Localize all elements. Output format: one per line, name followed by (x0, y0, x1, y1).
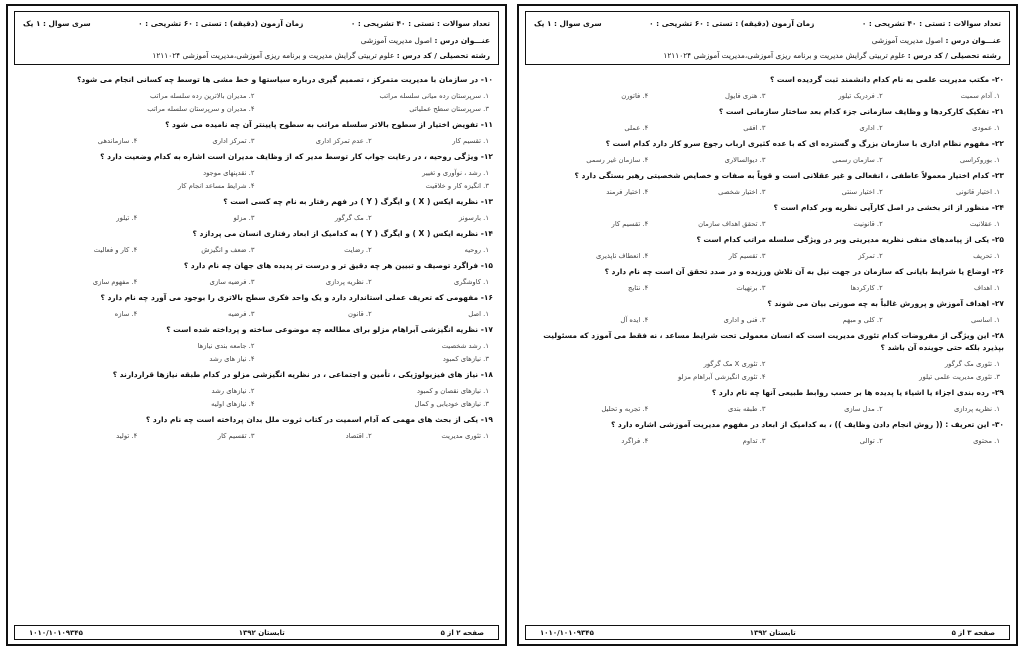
answer-options (20, 385, 493, 411)
question-series: سری سوال : ۱ یک (534, 19, 602, 28)
question-list (20, 74, 493, 446)
answer-options (531, 435, 1004, 448)
question-item (20, 196, 493, 225)
question-item (531, 298, 1004, 327)
answer-option: ۴. مدیران و سرپرستان سلسله مراتب (147, 105, 255, 113)
answer-option: ۱. تقسیم کار (452, 137, 489, 145)
answer-option: ۲. توالی (859, 437, 883, 445)
answer-option: ۳. دیوالسالاری (724, 156, 766, 164)
answer-option: ۴. ایده آل (620, 316, 649, 324)
answer-option: ۴. فاتورن (621, 92, 649, 100)
answer-option: ۳. تمرکز اداری (212, 137, 255, 145)
answer-option: ۳. فرضیه (228, 310, 255, 318)
question-text: ۲۴- منظور از اثر بخشی در اصل کارآیی نظریه وبر کدام است ؟ (773, 203, 1004, 212)
exam-code: ۱۰۱۰/۱۰۱۰۹۳۴۵ (29, 628, 83, 637)
answer-option: ۱. تحریف (973, 252, 1000, 260)
field-code-row: رشته تحصیلی / کد درس : علوم تربیتی گرایش مدیریت و برنامه ریزی آموزشی،مدیریت آموزشی ۱۲۱۱۰۲۴ (152, 51, 490, 60)
answer-option: ۳. سرپرستان سطح عملیاتی (409, 105, 489, 113)
question-item (20, 74, 493, 116)
answer-option: ۴. فراگرد (621, 437, 649, 445)
question-text: ۱۶- مفهومی که تعریف عملی استاندارد دارد و یک واحد فکری سطح بالاتری را بوجود می آورد چه نام دارد ؟ (100, 293, 493, 302)
answer-option: ۱. اختیار قانونی (956, 188, 1000, 196)
question-text: ۱۹- یکی از بحث های مهمی که آدام اسمیت در کتاب ثروت ملل بدان پرداخته است چه نام دارد ؟ (145, 415, 493, 424)
answer-option: ۳. تحقق اهداف سازمان (698, 220, 766, 228)
exam-footer (14, 625, 499, 640)
answer-options (531, 186, 1004, 199)
question-text: ۱۱- تفویض اختیار از سطوح بالاتر سلسله مراتب به سطوح پایینتر آن چه نامیده می شود ؟ (165, 120, 493, 129)
answer-option: ۳. فنی و اداری (723, 316, 766, 324)
field-code-row: رشته تحصیلی / کد درس : علوم تربیتی گرایش مدیریت و برنامه ریزی آموزشی،مدیریت آموزشی ۱۲۱۱۰۲۴ (663, 51, 1001, 60)
answer-options (531, 358, 1004, 384)
answer-options (531, 218, 1004, 231)
answer-option: ۲. نظریه پردازی (325, 278, 372, 286)
exam-code: ۱۰۱۰/۱۰۱۰۹۳۴۵ (540, 628, 594, 637)
answer-options (20, 340, 493, 366)
answer-option: ۲. قانونیت (853, 220, 883, 228)
question-item (20, 260, 493, 289)
question-text: ۱۳- نظریه ایکس ( X ) و ایگرگ ( Y ) در فهم رفتار به نام چه کسی است ؟ (223, 197, 493, 206)
question-text: ۱۸- نیاز های فیزیولوژیکی ، تأمین و اجتماعی ، در نظریه انگیزشی مزلو در کدام طبقه نیازها قراردارند ؟ (112, 370, 493, 379)
answer-option: ۱. تئوری مک گرگور (944, 360, 1000, 368)
course-title-row: عنـــوان درس : اصول مدیریت آموزشی (871, 36, 1001, 45)
answer-option: ۴. اختیار فرمند (606, 188, 649, 196)
answer-option: ۱. محتوی (973, 437, 1000, 445)
question-text: ۲۷- اهداف آموزش و پرورش غالباً به چه صورتی بیان می شوند ؟ (767, 299, 1004, 308)
answer-option: ۱. رشد ، نوآوری و تغییر (422, 169, 489, 177)
answer-options (531, 403, 1004, 416)
exam-footer (525, 625, 1010, 640)
answer-option: ۳. تداوم (742, 437, 766, 445)
answer-option: ۲. تمرکز (858, 252, 883, 260)
answer-options (20, 90, 493, 116)
exam-time: زمان آزمون (دقیقه) : تستی : ۶۰ تشریحی : ۰ (649, 19, 815, 28)
answer-option: ۱. عمودی (972, 124, 1000, 132)
answer-options (20, 308, 493, 321)
answer-option: ۱. کاوشگری (453, 278, 489, 286)
exam-page-left (6, 4, 507, 646)
answer-option: ۴. کار و فعالیت (93, 246, 138, 254)
answer-option: ۴. تئوری انگیزشی آبراهام مزلو (678, 373, 766, 381)
answer-option: ۳. تقسیم کار (217, 432, 255, 440)
question-item (20, 119, 493, 148)
question-text: ۲۲- مفهوم نظام اداری با سازمان بزرگ و گسترده ای که با عده کثیری ارباب رجوع سرو کار دارد کدام است ؟ (605, 139, 1004, 148)
answer-option: ۳. برنهیات (736, 284, 766, 292)
question-text: ۱۲- ویژگی روحیه ، در رعایت جواب کار توسط مدیر که از وظایف مدیران است اشاره به کدام وضعیت دارد ؟ (100, 152, 493, 161)
answer-option: ۳. نیازهای خودیابی و کمال (414, 400, 489, 408)
answer-option: ۱. بوروکراسی (959, 156, 1000, 164)
answer-option: ۳. نیازهای کمبود (442, 355, 489, 363)
answer-option: ۳. فرضیه سازی (209, 278, 255, 286)
question-text: ۲۵- یکی از پیامدهای منفی نظریه مدیریتی وبر در ویژگی سلسله مراتب کدام است ؟ (696, 235, 1004, 244)
answer-option: ۲. تئوری X مک گرگور (703, 360, 766, 368)
answer-options (531, 90, 1004, 103)
answer-option: ۲. قانون (348, 310, 372, 318)
question-count: تعداد سوالات : تستی : ۴۰ تشریحی : ۰ (861, 19, 1001, 28)
question-text: ۲۳- کدام اختیار معمولاً عاطفی ، انفعالی و غیر عقلانی است و قویاً به صفات و خصایص شخصیتی رهبر بستگی دارد ؟ (574, 171, 1004, 180)
answer-options (531, 282, 1004, 295)
answer-option: ۱. سرپرستان رده میانی سلسله مراتب (379, 92, 489, 100)
answer-option: ۱. نظریه پردازی (953, 405, 1000, 413)
question-item (531, 202, 1004, 231)
answer-option: ۱. اساسی (971, 316, 1000, 324)
answer-option: ۳. هنری فایول (724, 92, 766, 100)
answer-option: ۲. اختیار سنتی (841, 188, 883, 196)
question-item (531, 330, 1004, 384)
answer-option: ۲. عدم تمرکز اداری (315, 137, 372, 145)
question-item (531, 387, 1004, 416)
answer-option: ۲. کلی و مبهم (842, 316, 883, 324)
course-title: اصول مدیریت آموزشی (871, 36, 943, 45)
answer-option: ۴. شرایط مساعد انجام کار (177, 182, 255, 190)
answer-option: ۲. مک گرگور (334, 214, 372, 222)
answer-option: ۲. فردریک تیلور (838, 92, 883, 100)
answer-option: ۴. تیلور (116, 214, 138, 222)
question-item (20, 228, 493, 257)
exam-term: تابستان ۱۳۹۲ (749, 628, 796, 637)
question-text: ۱۴- نظریه ایکس ( X ) و ایگرگ ( Y ) به کدامیک از ابعاد رفتاری انسان می پردازد ؟ (192, 229, 493, 238)
question-item (20, 292, 493, 321)
field-code: علوم تربیتی گرایش مدیریت و برنامه ریزی آموزشی،مدیریت آموزشی ۱۲۱۱۰۲۴ (663, 51, 906, 60)
question-item (531, 106, 1004, 135)
answer-option: ۱. روحیه (464, 246, 489, 254)
answer-option: ۱. اصل (468, 310, 489, 318)
answer-options (20, 135, 493, 148)
answer-option: ۴. عملی (624, 124, 649, 132)
answer-option: ۱. عقلانیت (969, 220, 1000, 228)
answer-option: ۲. مدیران بالاترین رده سلسله مراتب (149, 92, 255, 100)
question-text: ۲۶- اوضاع یا شرایط بایانی که سازمان در جهت نیل به آن تلاش ورزیده و در صدد تحقق آن است چه نام دارد ؟ (604, 267, 1004, 276)
question-text: ۱۷- نظریه انگیزشی آبراهام مزلو برای مطالعه چه موضوعی ساخته و پرداخته شده است ؟ (166, 325, 493, 334)
answer-option: ۳. تقسیم کار (728, 252, 766, 260)
answer-options (20, 212, 493, 225)
answer-option: ۴. نیاز های رشد (209, 355, 255, 363)
answer-option: ۱. تئوری مدیریت (441, 432, 489, 440)
question-text: ۱۵- فراگرد توصیف و تبیین هر چه دقیق تر و درست تر پدیده های جهان چه نام دارد ؟ (183, 261, 493, 270)
answer-option: ۴. سازمان غیر رسمی (586, 156, 649, 164)
answer-option: ۴. انعطاف ناپذیری (595, 252, 649, 260)
question-text: ۲۸- این ویژگی از مفروضات کدام تئوری مدیریت است که انسان معمولی تحت شرایط مساعد ، نه فقط می آموزد که مسئولیت بپذیرد بلکه حتی جوینده آن باشد ؟ (543, 331, 1004, 352)
page-number: صفحه ۲ از ۵ (440, 628, 484, 637)
answer-options (531, 250, 1004, 263)
exam-time: زمان آزمون (دقیقه) : تستی : ۶۰ تشریحی : ۰ (138, 19, 304, 28)
question-count: تعداد سوالات : تستی : ۴۰ تشریحی : ۰ (350, 19, 490, 28)
course-title-row: عنـــوان درس : اصول مدیریت آموزشی (360, 36, 490, 45)
answer-option: ۴. نیازهای اولیه (211, 400, 255, 408)
answer-options (531, 314, 1004, 327)
answer-option: ۲. سازمان رسمی (832, 156, 883, 164)
answer-options (20, 244, 493, 257)
question-text: ۲۰- مکتب مدیریت علمی به نام کدام دانشمند ثبت گردیده است ؟ (769, 75, 1004, 84)
answer-option: ۳. ضعف و انگیزش (201, 246, 255, 254)
field-code: علوم تربیتی گرایش مدیریت و برنامه ریزی آموزشی،مدیریت آموزشی ۱۲۱۱۰۲۴ (152, 51, 395, 60)
question-item (531, 266, 1004, 295)
answer-option: ۲. کارکردها (850, 284, 883, 292)
answer-options (20, 167, 493, 193)
exam-term: تابستان ۱۳۹۲ (238, 628, 285, 637)
question-item (531, 74, 1004, 103)
question-list (531, 74, 1004, 451)
exam-header (525, 11, 1010, 65)
exam-header (14, 11, 499, 65)
question-item (20, 414, 493, 443)
answer-option: ۲. مدل سازی (844, 405, 883, 413)
answer-option: ۳. افقی (743, 124, 766, 132)
question-series: سری سوال : ۱ یک (23, 19, 91, 28)
answer-option: ۳. اختیار شخصی (718, 188, 766, 196)
answer-option: ۴. تولید (116, 432, 138, 440)
question-item (531, 419, 1004, 448)
answer-option: ۱. بارسونز (458, 214, 489, 222)
answer-option: ۳. تئوری مدیریت علمی تیلور (919, 373, 1000, 381)
answer-option: ۲. نیازهای رشد (211, 387, 255, 395)
question-text: ۲۹- رده بندی اجزاء یا اشیاء یا پدیده ها بر حسب روابط طبیعی آنها چه نام دارد ؟ (711, 388, 1004, 397)
exam-page-right (517, 4, 1018, 646)
answer-option: ۱. رشد شخصیت (441, 342, 489, 350)
answer-options (20, 276, 493, 289)
question-item (20, 151, 493, 193)
answer-options (20, 430, 493, 443)
answer-options (531, 154, 1004, 167)
answer-option: ۱. آدام سمیت (960, 92, 1000, 100)
answer-option: ۴. مفهوم سازی (92, 278, 138, 286)
question-item (20, 324, 493, 366)
answer-option: ۳. مزلو (233, 214, 255, 222)
answer-options (531, 122, 1004, 135)
question-text: ۳۰- این تعریف : (( روش انجام دادن وظایف )) ، به کدامیک از ابعاد در مفهوم مدیریت آموزشی اشاره دارد ؟ (610, 420, 1004, 429)
answer-option: ۲. اقتصاد (345, 432, 372, 440)
answer-option: ۱. نیازهای نقصان و کمبود (416, 387, 489, 395)
answer-option: ۴. سازماندهی (97, 137, 138, 145)
answer-option: ۴. تقسیم کار (611, 220, 649, 228)
question-item (531, 138, 1004, 167)
question-item (20, 369, 493, 411)
answer-option: ۲. اداری (859, 124, 883, 132)
question-item (531, 234, 1004, 263)
question-text: ۱۰- در سازمان با مدیریت متمرکز ، تصمیم گیری درباره سیاستها و خط مشی ها توسط چه کسانی انجام می شود؟ (77, 75, 493, 84)
answer-option: ۲. جامعه بندی نیازها (197, 342, 255, 350)
question-item (531, 170, 1004, 199)
answer-option: ۴. سازه (114, 310, 138, 318)
answer-option: ۳. انگیزه کار و خلاقیت (425, 182, 489, 190)
answer-option: ۲. رضایت (344, 246, 372, 254)
question-text: ۲۱- تفکیک کارکردها و وظایف سازمانی جزء کدام بعد ساختار سازمانی است ؟ (718, 107, 1004, 116)
answer-option: ۴. تجربه و تحلیل (601, 405, 649, 413)
answer-option: ۲. نقدپنهای موجود (203, 169, 255, 177)
answer-option: ۱. اهداف (974, 284, 1000, 292)
course-title: اصول مدیریت آموزشی (360, 36, 432, 45)
answer-option: ۳. طبقه بندی (727, 405, 766, 413)
answer-option: ۴. نتایج (627, 284, 649, 292)
page-number: صفحه ۳ از ۵ (951, 628, 995, 637)
